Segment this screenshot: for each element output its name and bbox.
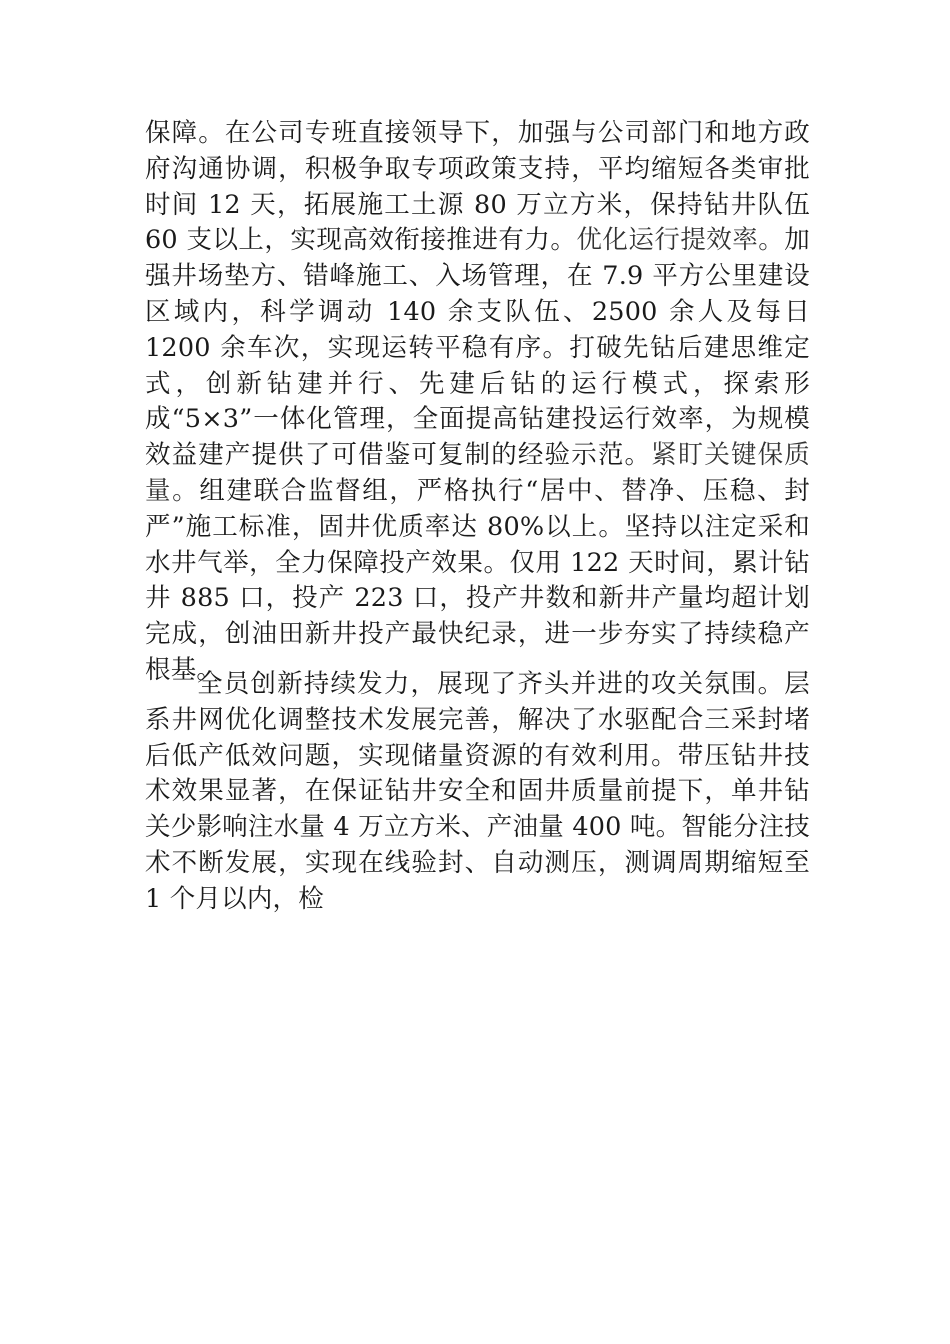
paragraph-1-sentence-2: 加强井场垫方、错峰施工、入场管理，在 7.9 平方公里建设区域内，科学调动 140 余支队伍、2500 余人及每日 1200 余车次，实现运转平稳有序。打破先钻后建思维定式，创新钻建并行、先建后钻的运行模式，探索形成“5×3”一体化管理，全面提高钻建投运行效率，为规模效益建产提供了可借鉴可复制的经验示范。 xyxy=(145,225,810,471)
paragraph-1-lead-heading-3: 紧盯关键保质量。 xyxy=(145,440,810,506)
paragraph-1 xyxy=(145,116,810,689)
paragraph-2 xyxy=(145,667,810,918)
paragraph-1-lead-heading-2: 优化运行提效率。 xyxy=(576,225,785,256)
paragraph-2-text: 全员创新持续发力，展现了齐头并进的攻关氛围。层系井网优化调整技术发展完善，解决了水驱配合三采封堵后低产低效问题，实现储量资源的有效利用。带压钻井技术效果显著，在保证钻井安全和固井质量前提下，单井钻关少影响注水量 4 万立方米、产油量 400 吨。智能分注技术不断发展，实现在线验封、自动测压，测调周期缩短至 1 个月以内，检 xyxy=(145,669,810,914)
paragraph-1-sentence-3: 组建联合监督组，严格执行“居中、替净、压稳、封严”施工标准，固井优质率达 80%以上。坚持以注定采和水井气举，全力保障投产效果。仅用 122 天时间，累计钻井 885 口，投产 223 口，投产井数和新井产量均超计划完成，创油田新井投产最快纪录，进一步夯实了持续稳产根基。 xyxy=(145,475,811,685)
paragraph-1-sentence-1: 保障。在公司专班直接领导下，加强与公司部门和地方政府沟通协调，积极争取专项政策支持，平均缩短各类审批时间 12 天，拓展施工土源 80 万立方米，保持钻井队伍 60 支以上，实现高效衔接推进有力。 xyxy=(145,118,810,256)
